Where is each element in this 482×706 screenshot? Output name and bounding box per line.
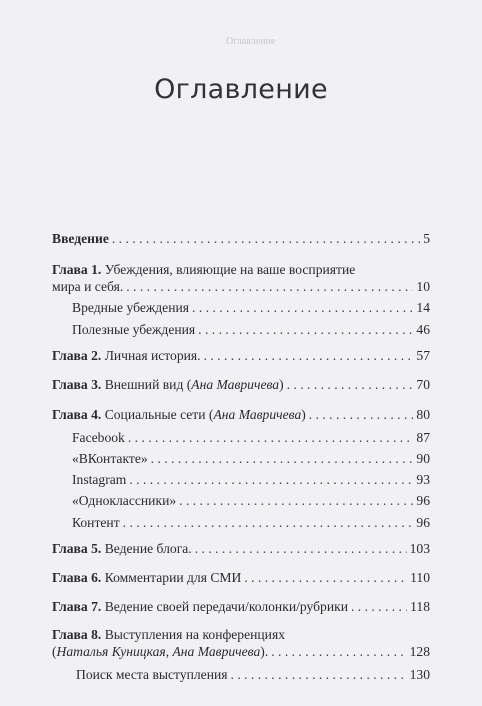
toc-entry-chapter-8[interactable]	[52, 626, 430, 660]
chapter-prefix: Глава 1.	[52, 262, 102, 277]
leader-dots	[231, 666, 407, 683]
page-number: 96	[416, 515, 430, 530]
leader-dots	[112, 230, 420, 247]
leader-dots	[244, 569, 407, 586]
page-number: 14	[416, 300, 430, 315]
chapter-title-continued: мира и себя.	[52, 279, 124, 294]
leader-dots	[287, 376, 414, 393]
leader-dots	[128, 429, 414, 446]
toc-label: Введение	[52, 231, 109, 246]
toc-label: Facebook	[72, 430, 125, 445]
chapter-title: Внешний вид (	[104, 377, 192, 392]
chapter-title: Выступления на конференциях	[104, 627, 286, 642]
chapter-title: Комментарии для СМИ	[104, 570, 242, 585]
toc-entry-content[interactable]	[52, 514, 430, 531]
chapter-author: Ана Мавричева	[213, 407, 302, 422]
leader-dots	[126, 278, 413, 295]
chapter-authors: Наталья Куницкая, Ана Мавричева	[56, 644, 261, 659]
page-number: 93	[416, 472, 430, 487]
leader-dots	[123, 514, 414, 531]
chapter-prefix: Глава 5.	[52, 541, 102, 556]
toc-entry-chapter-1[interactable]	[52, 261, 430, 295]
toc-entry-intro[interactable]	[52, 230, 430, 247]
leader-dots	[129, 471, 413, 488]
toc-label: Поиск места выступления	[76, 667, 228, 682]
leader-dots	[204, 347, 414, 364]
toc-entry-vkontakte[interactable]	[52, 450, 430, 467]
bleed-through-header: Оглавление	[226, 36, 276, 47]
toc-entry-chapter-2[interactable]	[52, 347, 430, 364]
page-number: 57	[416, 348, 430, 363]
page-number: 5	[423, 231, 430, 246]
toc-entry-harmful-beliefs[interactable]	[52, 299, 430, 316]
toc-label: Полезные убеждения	[72, 322, 196, 337]
leader-dots	[271, 643, 406, 660]
chapter-prefix: Глава 8.	[52, 627, 102, 642]
chapter-prefix: Глава 6.	[52, 570, 102, 585]
page-number: 70	[416, 377, 430, 392]
toc-entry-useful-beliefs[interactable]	[52, 321, 430, 338]
chapter-prefix: Глава 2.	[52, 348, 102, 363]
toc-label: Вредные убеждения	[72, 300, 190, 315]
chapter-author: Ана Мавричева	[191, 377, 280, 392]
chapter-title: Ведение своей передачи/колонки/рубрики	[104, 599, 348, 614]
page-number: 90	[416, 451, 430, 466]
chapter-title: Ведение блога.	[104, 541, 192, 556]
toc-entry-chapter-3[interactable]	[52, 376, 430, 393]
page-number: 87	[416, 430, 430, 445]
toc-entry-chapter-6[interactable]	[52, 569, 430, 586]
leader-dots	[192, 299, 413, 316]
toc-entry-chapter-4[interactable]	[52, 406, 430, 423]
paren-close: ).	[260, 644, 269, 659]
page-title: Оглавление	[154, 74, 328, 105]
leader-dots	[198, 321, 413, 338]
toc-label: Контент	[72, 515, 120, 530]
toc-label: Instagram	[72, 472, 127, 487]
paren-close: )	[301, 407, 306, 422]
leader-dots	[351, 598, 407, 615]
toc-label: «ВКонтакте»	[72, 451, 148, 466]
paren-open: (	[52, 644, 57, 659]
leader-dots	[179, 492, 413, 509]
page-number: 110	[410, 570, 430, 585]
page-number: 10	[416, 279, 430, 294]
toc-entry-speaking-venue[interactable]	[52, 666, 430, 683]
chapter-title: Социальные сети (	[104, 407, 214, 422]
chapter-title: Личная история.	[104, 348, 201, 363]
toc-entry-facebook[interactable]	[52, 429, 430, 446]
paren-close: )	[279, 377, 284, 392]
page-number: 46	[416, 322, 430, 337]
toc-label: «Одноклассники»	[72, 493, 177, 508]
page-number: 128	[409, 644, 430, 659]
page-number: 80	[416, 407, 430, 422]
chapter-prefix: Глава 7.	[52, 599, 102, 614]
chapter-prefix: Глава 4.	[52, 407, 102, 422]
toc-entry-instagram[interactable]	[52, 471, 430, 488]
leader-dots	[309, 406, 414, 423]
toc-entry-chapter-7[interactable]	[52, 598, 430, 615]
page-number: 103	[409, 541, 430, 556]
page-number: 118	[410, 599, 430, 614]
toc-entry-odnoklassniki[interactable]	[52, 492, 430, 509]
chapter-prefix: Глава 3.	[52, 377, 102, 392]
page-number: 130	[409, 667, 430, 682]
toc-entry-chapter-5[interactable]	[52, 540, 430, 557]
chapter-title: Убеждения, влияющие на ваше восприятие	[104, 262, 356, 277]
leader-dots	[151, 450, 414, 467]
page-number: 96	[416, 493, 430, 508]
leader-dots	[195, 540, 407, 557]
